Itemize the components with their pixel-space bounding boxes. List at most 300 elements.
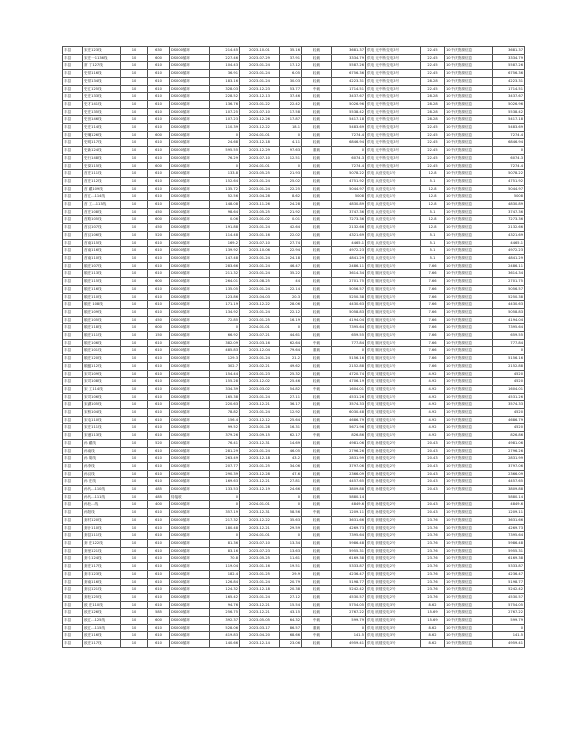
table-cell[interactable]: DS000循环 [170, 278, 210, 286]
table-cell[interactable]: 重载 [302, 347, 332, 355]
table-cell[interactable]: 3747.36 [332, 208, 366, 216]
table-cell[interactable]: 4465.1 [493, 239, 525, 247]
table-cell[interactable]: 供电 无中断变电3号 [366, 54, 421, 62]
table-cell[interactable]: 丰县 [63, 285, 83, 293]
table-cell[interactable]: 5198.77 [493, 578, 525, 586]
table-cell[interactable]: 2023-12-14 [240, 640, 280, 648]
table-cell[interactable]: DS000循环 [170, 393, 210, 401]
table-cell[interactable]: 5078.22 [332, 170, 366, 178]
table-cell[interactable]: 4.92 [421, 416, 445, 424]
table-cell[interactable]: 丰县 [63, 139, 83, 147]
table-cell[interactable]: 欧庄126线 [83, 609, 121, 617]
table-cell[interactable]: 10千伏资源信息 [445, 524, 493, 532]
table-cell[interactable]: 轻载 [302, 285, 332, 293]
table-cell[interactable]: 610 [148, 563, 170, 571]
table-cell[interactable]: 2023-12-21 [240, 609, 280, 617]
table-cell[interactable]: 丰县 [63, 470, 83, 478]
table-cell[interactable]: 3631.66 [493, 516, 525, 524]
table-cell[interactable]: 供电 兵营变电1号 [366, 224, 421, 232]
table-cell[interactable]: 供电 兵营变电1号 [366, 254, 421, 262]
table-cell[interactable]: 114.48 [210, 231, 240, 239]
table-cell[interactable]: 供电 兵营变电1号 [366, 247, 421, 255]
table-cell[interactable]: 12.8 [421, 185, 445, 193]
table-cell[interactable]: DS000循环 [170, 540, 210, 548]
table-cell[interactable]: 5880.14 [332, 493, 366, 501]
table-cell[interactable]: 37.46 [280, 93, 302, 101]
table-cell[interactable]: 4223.31 [493, 77, 525, 85]
table-cell[interactable]: 2767.22 [493, 609, 525, 617]
table-cell[interactable]: 2023-12-12 [240, 416, 280, 424]
table-cell[interactable]: 丰县 [63, 455, 83, 463]
table-cell[interactable]: 丰县 [63, 355, 83, 363]
table-cell[interactable]: 套南116线 [83, 578, 121, 586]
table-cell[interactable]: 轻载 [302, 470, 332, 478]
table-cell[interactable]: 4194.04 [493, 316, 525, 324]
table-cell[interactable]: 2023-12-02 [240, 378, 280, 386]
table-cell[interactable]: 3631.66 [332, 516, 366, 524]
table-cell[interactable]: DS000循环 [170, 378, 210, 386]
table-cell[interactable]: 10 [121, 601, 148, 609]
table-cell[interactable]: 30.03 [280, 77, 302, 85]
table-cell[interactable]: 供电 顺河变电1号 [366, 332, 421, 340]
table-cell[interactable]: 供电 套楼变电2号 [366, 555, 421, 563]
table-cell[interactable]: DS000循环 [170, 439, 210, 447]
table-cell[interactable]: 丰县 [63, 70, 83, 78]
table-cell[interactable]: 丰县 [63, 147, 83, 155]
table-cell[interactable]: 10千伏资源信息 [445, 540, 493, 548]
table-cell[interactable]: 顺庄113线 [83, 270, 121, 278]
table-cell[interactable]: 610 [148, 555, 170, 563]
table-cell[interactable]: 轻载 [302, 362, 332, 370]
table-cell[interactable]: 丰县 [63, 524, 83, 532]
table-cell[interactable]: 2024-01-01 [240, 532, 280, 540]
table-cell[interactable]: DS000循环 [170, 54, 210, 62]
table-cell[interactable]: 供电 孙楼变电2号 [366, 478, 421, 486]
table-cell[interactable]: 10千伏资源信息 [445, 293, 493, 301]
table-cell[interactable]: 156.4 [210, 416, 240, 424]
table-cell[interactable]: 27.12 [280, 593, 302, 601]
table-cell[interactable]: 5.1 [421, 208, 445, 216]
table-cell[interactable]: 顺庄101线 [83, 347, 121, 355]
table-cell[interactable]: 10千伏资源信息 [445, 593, 493, 601]
table-cell[interactable]: 2023-07-10 [240, 154, 280, 162]
table-cell[interactable]: 44 [280, 278, 302, 286]
table-cell[interactable]: 25.46 [280, 378, 302, 386]
table-cell[interactable]: 4751.92 [493, 177, 525, 185]
table-cell[interactable]: 6074.3 [493, 154, 525, 162]
table-cell[interactable]: 丰县 [63, 185, 83, 193]
table-cell[interactable]: 丰县 [63, 509, 83, 517]
table-cell[interactable]: 20.43 [421, 439, 445, 447]
table-cell[interactable]: 0 [210, 501, 240, 509]
table-cell[interactable]: 419.83 [210, 632, 240, 640]
table-cell[interactable]: 中载 [302, 85, 332, 93]
table-cell[interactable]: 600 [148, 278, 170, 286]
table-cell[interactable]: 148.08 [210, 201, 240, 209]
table-cell[interactable]: 28.28 [421, 93, 445, 101]
table-cell[interactable]: 4.92 [421, 401, 445, 409]
table-cell[interactable]: 610 [148, 85, 170, 93]
table-cell[interactable]: DS000循环 [170, 347, 210, 355]
table-cell[interactable]: DS000循环 [170, 416, 210, 424]
table-cell[interactable]: 610 [148, 262, 170, 270]
table-cell[interactable]: 600 [148, 131, 170, 139]
table-cell[interactable]: 10千伏资源信息 [445, 570, 493, 578]
table-cell[interactable]: 丰县 [63, 224, 83, 232]
table-cell[interactable]: 263.49 [210, 455, 240, 463]
table-cell[interactable]: 8.62 [421, 624, 445, 632]
table-cell[interactable]: 供电 宋楼变电1号 [366, 432, 421, 440]
table-cell[interactable]: 10千伏资源信息 [445, 378, 493, 386]
table-cell[interactable]: 24.18 [280, 254, 302, 262]
table-cell[interactable]: 10 [121, 409, 148, 417]
table-cell[interactable]: 98.64 [210, 208, 240, 216]
table-cell[interactable]: 宋湖105线 [83, 401, 121, 409]
table-cell[interactable]: 供电 孙楼变电2号 [366, 509, 421, 517]
table-cell[interactable]: 2023-01-24 [240, 308, 280, 316]
table-cell[interactable]: 6169.38 [493, 555, 525, 563]
table-cell[interactable]: 3334.79 [493, 54, 525, 62]
table-cell[interactable]: 丰县 [63, 308, 83, 316]
table-cell[interactable]: 供电 无中断变电3号 [366, 70, 421, 78]
table-cell[interactable]: 1209.11 [332, 509, 366, 517]
table-cell[interactable]: 5008 [493, 193, 525, 201]
table-cell[interactable]: 659.55 [493, 332, 525, 340]
table-cell[interactable]: 4959.41 [332, 640, 366, 648]
table-cell[interactable]: 顺庄109线 [83, 308, 121, 316]
table-cell[interactable]: 2023-01-24 [240, 578, 280, 586]
table-cell[interactable]: 23.76 [421, 524, 445, 532]
table-cell[interactable]: 史田146线 [83, 116, 121, 124]
table-cell[interactable]: 5156.16 [332, 355, 366, 363]
table-cell[interactable]: 180.48 [210, 524, 240, 532]
table-cell[interactable]: 10 [121, 640, 148, 648]
table-cell[interactable]: 2831.99 [332, 455, 366, 463]
table-cell[interactable]: 7395.64 [493, 324, 525, 332]
table-cell[interactable]: 首路105线 [83, 216, 121, 224]
table-cell[interactable]: 轻载 [302, 208, 332, 216]
table-cell[interactable]: 29.59 [280, 524, 302, 532]
table-cell[interactable]: 5417.18 [332, 116, 366, 124]
table-cell[interactable]: 轻载 [302, 124, 332, 132]
table-cell[interactable]: 轻载 [302, 316, 332, 324]
table-cell[interactable]: 10 [121, 432, 148, 440]
table-cell[interactable]: 10 [121, 462, 148, 470]
table-cell[interactable]: 首汉106线 [83, 231, 121, 239]
table-cell[interactable]: 供电 宋楼变电1号 [366, 424, 421, 432]
table-cell[interactable]: 10千伏资源信息 [445, 486, 493, 494]
table-cell[interactable]: 2023-01-24 [240, 285, 280, 293]
table-cell[interactable]: 256.75 [210, 609, 240, 617]
table-cell[interactable]: 207.77 [210, 462, 240, 470]
table-cell[interactable]: 4.92 [421, 385, 445, 393]
table-cell[interactable]: DS000循环 [170, 332, 210, 340]
table-cell[interactable]: 5.1 [421, 231, 445, 239]
table-cell[interactable]: 首南110线 [83, 254, 121, 262]
table-cell[interactable]: 12.8 [421, 216, 445, 224]
table-cell[interactable]: 轻载 [302, 93, 332, 101]
table-cell[interactable]: 610 [148, 62, 170, 70]
table-cell[interactable]: 10千伏资源信息 [445, 424, 493, 432]
table-cell[interactable]: 首南115线 [83, 239, 121, 247]
table-cell[interactable]: 宋屯110线 [83, 416, 121, 424]
table-cell[interactable]: 宋庄111线 [83, 424, 121, 432]
table-cell[interactable]: 450 [148, 224, 170, 232]
table-cell[interactable]: DS000循环 [170, 578, 210, 586]
table-cell[interactable]: 70.8 [210, 555, 240, 563]
table-cell[interactable]: 610 [148, 193, 170, 201]
table-cell[interactable]: 28.28 [421, 77, 445, 85]
table-cell[interactable]: 10 [121, 362, 148, 370]
table-cell[interactable]: 68.66 [280, 632, 302, 640]
table-cell[interactable]: 10千伏资源信息 [445, 170, 493, 178]
table-cell[interactable]: DS000循环 [170, 293, 210, 301]
table-cell[interactable]: 10 [121, 478, 148, 486]
table-cell[interactable]: 0 [332, 147, 366, 155]
table-cell[interactable]: 供电 欧楼变电3号 [366, 609, 421, 617]
table-cell[interactable]: 10 [121, 216, 148, 224]
table-cell[interactable]: 轻载 [302, 378, 332, 386]
table-cell[interactable]: 10千伏资源信息 [445, 231, 493, 239]
table-cell[interactable]: 10千伏资源信息 [445, 100, 493, 108]
table-cell[interactable]: 7.66 [421, 262, 445, 270]
table-cell[interactable]: 0 [332, 624, 366, 632]
table-cell[interactable]: 10千伏资源信息 [445, 108, 493, 116]
table-cell[interactable]: 4841.29 [332, 254, 366, 262]
table-cell[interactable]: 10千伏资源信息 [445, 632, 493, 640]
table-cell[interactable]: DS000循环 [170, 100, 210, 108]
table-cell[interactable]: 供电 套楼变电2号 [366, 570, 421, 578]
table-cell[interactable]: 10 [121, 62, 148, 70]
table-cell[interactable]: 17.87 [280, 116, 302, 124]
table-cell[interactable]: 10 [121, 516, 148, 524]
table-cell[interactable]: 轻载 [302, 185, 332, 193]
table-cell[interactable]: 10千伏资源信息 [445, 332, 493, 340]
table-cell[interactable]: 22.94 [280, 247, 302, 255]
table-cell[interactable]: 4849.6 [332, 501, 366, 509]
table-cell[interactable]: 10千伏资源信息 [445, 563, 493, 571]
table-cell[interactable]: 107.25 [210, 108, 240, 116]
table-cell[interactable]: 610 [148, 578, 170, 586]
table-cell[interactable]: 123.86 [210, 293, 240, 301]
table-cell[interactable]: 孙 藏线 [83, 439, 121, 447]
table-cell[interactable]: 610 [148, 409, 170, 417]
table-cell[interactable]: 610 [148, 424, 170, 432]
table-cell[interactable]: 供电 孙楼变电2号 [366, 439, 421, 447]
table-cell[interactable]: 66.92 [210, 332, 240, 340]
table-cell[interactable]: 4706.19 [332, 378, 366, 386]
table-cell[interactable]: 10千伏资源信息 [445, 162, 493, 170]
table-cell[interactable]: 6846.94 [493, 139, 525, 147]
table-cell[interactable]: 3574.33 [493, 401, 525, 409]
table-cell[interactable]: 10 [121, 162, 148, 170]
table-cell[interactable]: 丰县 [63, 239, 83, 247]
table-cell[interactable]: 5078.22 [493, 170, 525, 178]
table-cell[interactable]: 2023-12-22 [240, 124, 280, 132]
table-cell[interactable]: 155.28 [210, 378, 240, 386]
table-cell[interactable]: 3809.88 [332, 486, 366, 494]
table-cell[interactable]: 供电 套楼变电2号 [366, 540, 421, 548]
table-cell[interactable]: 供电 无中断变电3号 [366, 47, 421, 55]
table-cell[interactable]: 丰县 [63, 378, 83, 386]
table-cell[interactable]: 孙代...110线 [83, 486, 121, 494]
table-cell[interactable]: 轻载 [302, 540, 332, 548]
table-cell[interactable]: 轻载 [302, 578, 332, 586]
table-cell[interactable]: 轻载 [302, 563, 332, 571]
table-cell[interactable]: 3747.36 [493, 208, 525, 216]
table-cell[interactable]: 217.32 [210, 516, 240, 524]
table-cell[interactable]: 23.76 [421, 555, 445, 563]
table-cell[interactable]: 2796.26 [332, 447, 366, 455]
table-cell[interactable]: 套杜125线 [83, 593, 121, 601]
table-cell[interactable]: 史嘴126线 [83, 131, 121, 139]
table-cell[interactable]: 10 [121, 540, 148, 548]
table-cell[interactable]: 379.26 [210, 432, 240, 440]
table-cell[interactable]: 丰县 [63, 270, 83, 278]
table-cell[interactable]: 99.52 [210, 424, 240, 432]
table-cell[interactable]: 10 [121, 416, 148, 424]
table-cell[interactable]: 135.72 [210, 185, 240, 193]
table-cell[interactable]: 10千伏资源信息 [445, 47, 493, 55]
table-cell[interactable]: 宋司106线 [83, 393, 121, 401]
table-cell[interactable]: 5483.69 [493, 124, 525, 132]
table-cell[interactable]: 2024-01-01 [240, 501, 280, 509]
table-cell[interactable]: 5483.69 [332, 124, 366, 132]
table-cell[interactable]: 2023-01-24 [240, 393, 280, 401]
table-cell[interactable]: 94.76 [210, 601, 240, 609]
table-cell[interactable]: 史常116线 [83, 70, 121, 78]
table-cell[interactable]: 供电 顺河变电1号 [366, 278, 421, 286]
table-cell[interactable]: 丰县 [63, 201, 83, 209]
table-cell[interactable]: 10千伏资源信息 [445, 185, 493, 193]
table-cell[interactable]: 23.76 [421, 540, 445, 548]
table-cell[interactable]: 2023-12-28 [240, 470, 280, 478]
table-cell[interactable]: 供电 兵营变电1号 [366, 208, 421, 216]
table-cell[interactable]: 中载 [302, 339, 332, 347]
table-cell[interactable]: 2023-04-28 [240, 193, 280, 201]
table-cell[interactable]: 290.39 [210, 470, 240, 478]
table-cell[interactable]: 丰县 [63, 93, 83, 101]
table-cell[interactable]: DS000循环 [170, 124, 210, 132]
table-cell[interactable]: 2023-07-10 [240, 239, 280, 247]
table-cell[interactable]: 22.45 [421, 47, 445, 55]
table-cell[interactable]: 10 [121, 532, 148, 540]
table-cell[interactable]: 顺蕴112线 [83, 362, 121, 370]
table-cell[interactable]: 供电 欧楼变电3号 [366, 632, 421, 640]
table-cell[interactable]: 4.92 [421, 424, 445, 432]
table-cell[interactable]: 485 [148, 486, 170, 494]
table-cell[interactable]: DS000循环 [170, 401, 210, 409]
table-cell[interactable]: DS000循环 [170, 239, 210, 247]
table-cell[interactable]: DS000循环 [170, 486, 210, 494]
table-cell[interactable]: 丰县 [63, 486, 83, 494]
table-cell[interactable]: 史汇125线 [83, 85, 121, 93]
table-cell[interactable]: 5250.38 [332, 293, 366, 301]
table-cell[interactable]: 供电 兵营变电1号 [366, 185, 421, 193]
table-cell[interactable]: 顺庄115线 [83, 278, 121, 286]
table-cell[interactable]: 4520 [493, 370, 525, 378]
table-cell[interactable]: 首庄112线 [83, 177, 121, 185]
table-cell[interactable]: 10千伏资源信息 [445, 124, 493, 132]
table-cell[interactable]: 62.64 [280, 339, 302, 347]
table-cell[interactable]: 轻载 [302, 247, 332, 255]
table-cell[interactable]: 76.29 [210, 154, 240, 162]
table-cell[interactable]: 轻载 [302, 593, 332, 601]
table-cell[interactable]: DS000循环 [170, 131, 210, 139]
table-cell[interactable]: 2486.11 [493, 262, 525, 270]
table-cell[interactable]: 2023-12-22 [240, 301, 280, 309]
table-cell[interactable]: 套斗124线 [83, 555, 121, 563]
table-cell[interactable]: 供电 宋楼变电1号 [366, 401, 421, 409]
table-cell[interactable]: 22.02 [280, 231, 302, 239]
table-cell[interactable]: 46.05 [280, 447, 302, 455]
table-cell[interactable]: 10 [121, 509, 148, 517]
table-cell[interactable]: 3809.88 [493, 486, 525, 494]
table-cell[interactable]: 58.56 [280, 509, 302, 517]
table-cell[interactable]: DS000循环 [170, 409, 210, 417]
table-cell[interactable]: DS000循环 [170, 478, 210, 486]
table-cell[interactable]: 36.17 [280, 401, 302, 409]
table-cell[interactable]: 10 [121, 208, 148, 216]
table-cell[interactable]: 4981.06 [493, 439, 525, 447]
table-cell[interactable]: 10千伏资源信息 [445, 532, 493, 540]
table-cell[interactable]: DS000循环 [170, 470, 210, 478]
table-cell[interactable]: DS000循环 [170, 532, 210, 540]
table-cell[interactable]: 丰县 [63, 578, 83, 586]
table-cell[interactable]: 23.76 [421, 516, 445, 524]
table-cell[interactable]: 供电 套楼变电2号 [366, 524, 421, 532]
table-cell[interactable]: 64.32 [280, 617, 302, 625]
table-cell[interactable]: 2024-01-01 [240, 162, 280, 170]
table-cell[interactable]: DS000循环 [170, 108, 210, 116]
table-cell[interactable]: DS000循环 [170, 254, 210, 262]
table-cell[interactable]: 轻载 [302, 493, 332, 501]
table-cell[interactable]: 供电 宋楼变电1号 [366, 409, 421, 417]
table-cell[interactable]: 2023-12-26 [240, 116, 280, 124]
table-cell[interactable]: DS000循环 [170, 624, 210, 632]
table-cell[interactable]: 23.76 [421, 593, 445, 601]
table-cell[interactable]: 10千伏资源信息 [445, 640, 493, 648]
table-cell[interactable]: 28.06 [280, 301, 302, 309]
table-cell[interactable]: 10 [121, 231, 148, 239]
table-cell[interactable]: 丰县 [63, 424, 83, 432]
table-cell[interactable]: 供电 无中断变电3号 [366, 85, 421, 93]
table-cell[interactable]: 10千伏资源信息 [445, 509, 493, 517]
table-cell[interactable]: 4972.23 [332, 247, 366, 255]
table-cell[interactable]: 169.63 [210, 478, 240, 486]
table-cell[interactable]: 欧汇...115线 [83, 624, 121, 632]
table-cell[interactable]: 264.01 [210, 278, 240, 286]
table-cell[interactable]: 10千伏资源信息 [445, 254, 493, 262]
table-cell[interactable]: 610 [148, 347, 170, 355]
table-cell[interactable]: 供电 孙楼变电2号 [366, 455, 421, 463]
table-cell[interactable]: 顺庄105线 [83, 316, 121, 324]
table-cell[interactable]: 5058.83 [493, 308, 525, 316]
table-cell[interactable]: 10千伏资源信息 [445, 432, 493, 440]
table-cell[interactable]: 54.82 [280, 385, 302, 393]
table-cell[interactable]: 轻载 [302, 486, 332, 494]
table-cell[interactable]: 5.1 [421, 177, 445, 185]
table-cell[interactable]: 2023-01-24 [240, 254, 280, 262]
table-cell[interactable]: 顺庄110线 [83, 293, 121, 301]
table-cell[interactable]: 610 [148, 547, 170, 555]
table-cell[interactable]: 22.45 [421, 147, 445, 155]
table-cell[interactable]: 丰县 [63, 586, 83, 594]
table-cell[interactable]: 轻载 [302, 239, 332, 247]
table-cell[interactable]: 191.88 [210, 224, 240, 232]
table-cell[interactable]: 2024-01-01 [240, 324, 280, 332]
table-cell[interactable]: 134.92 [210, 308, 240, 316]
